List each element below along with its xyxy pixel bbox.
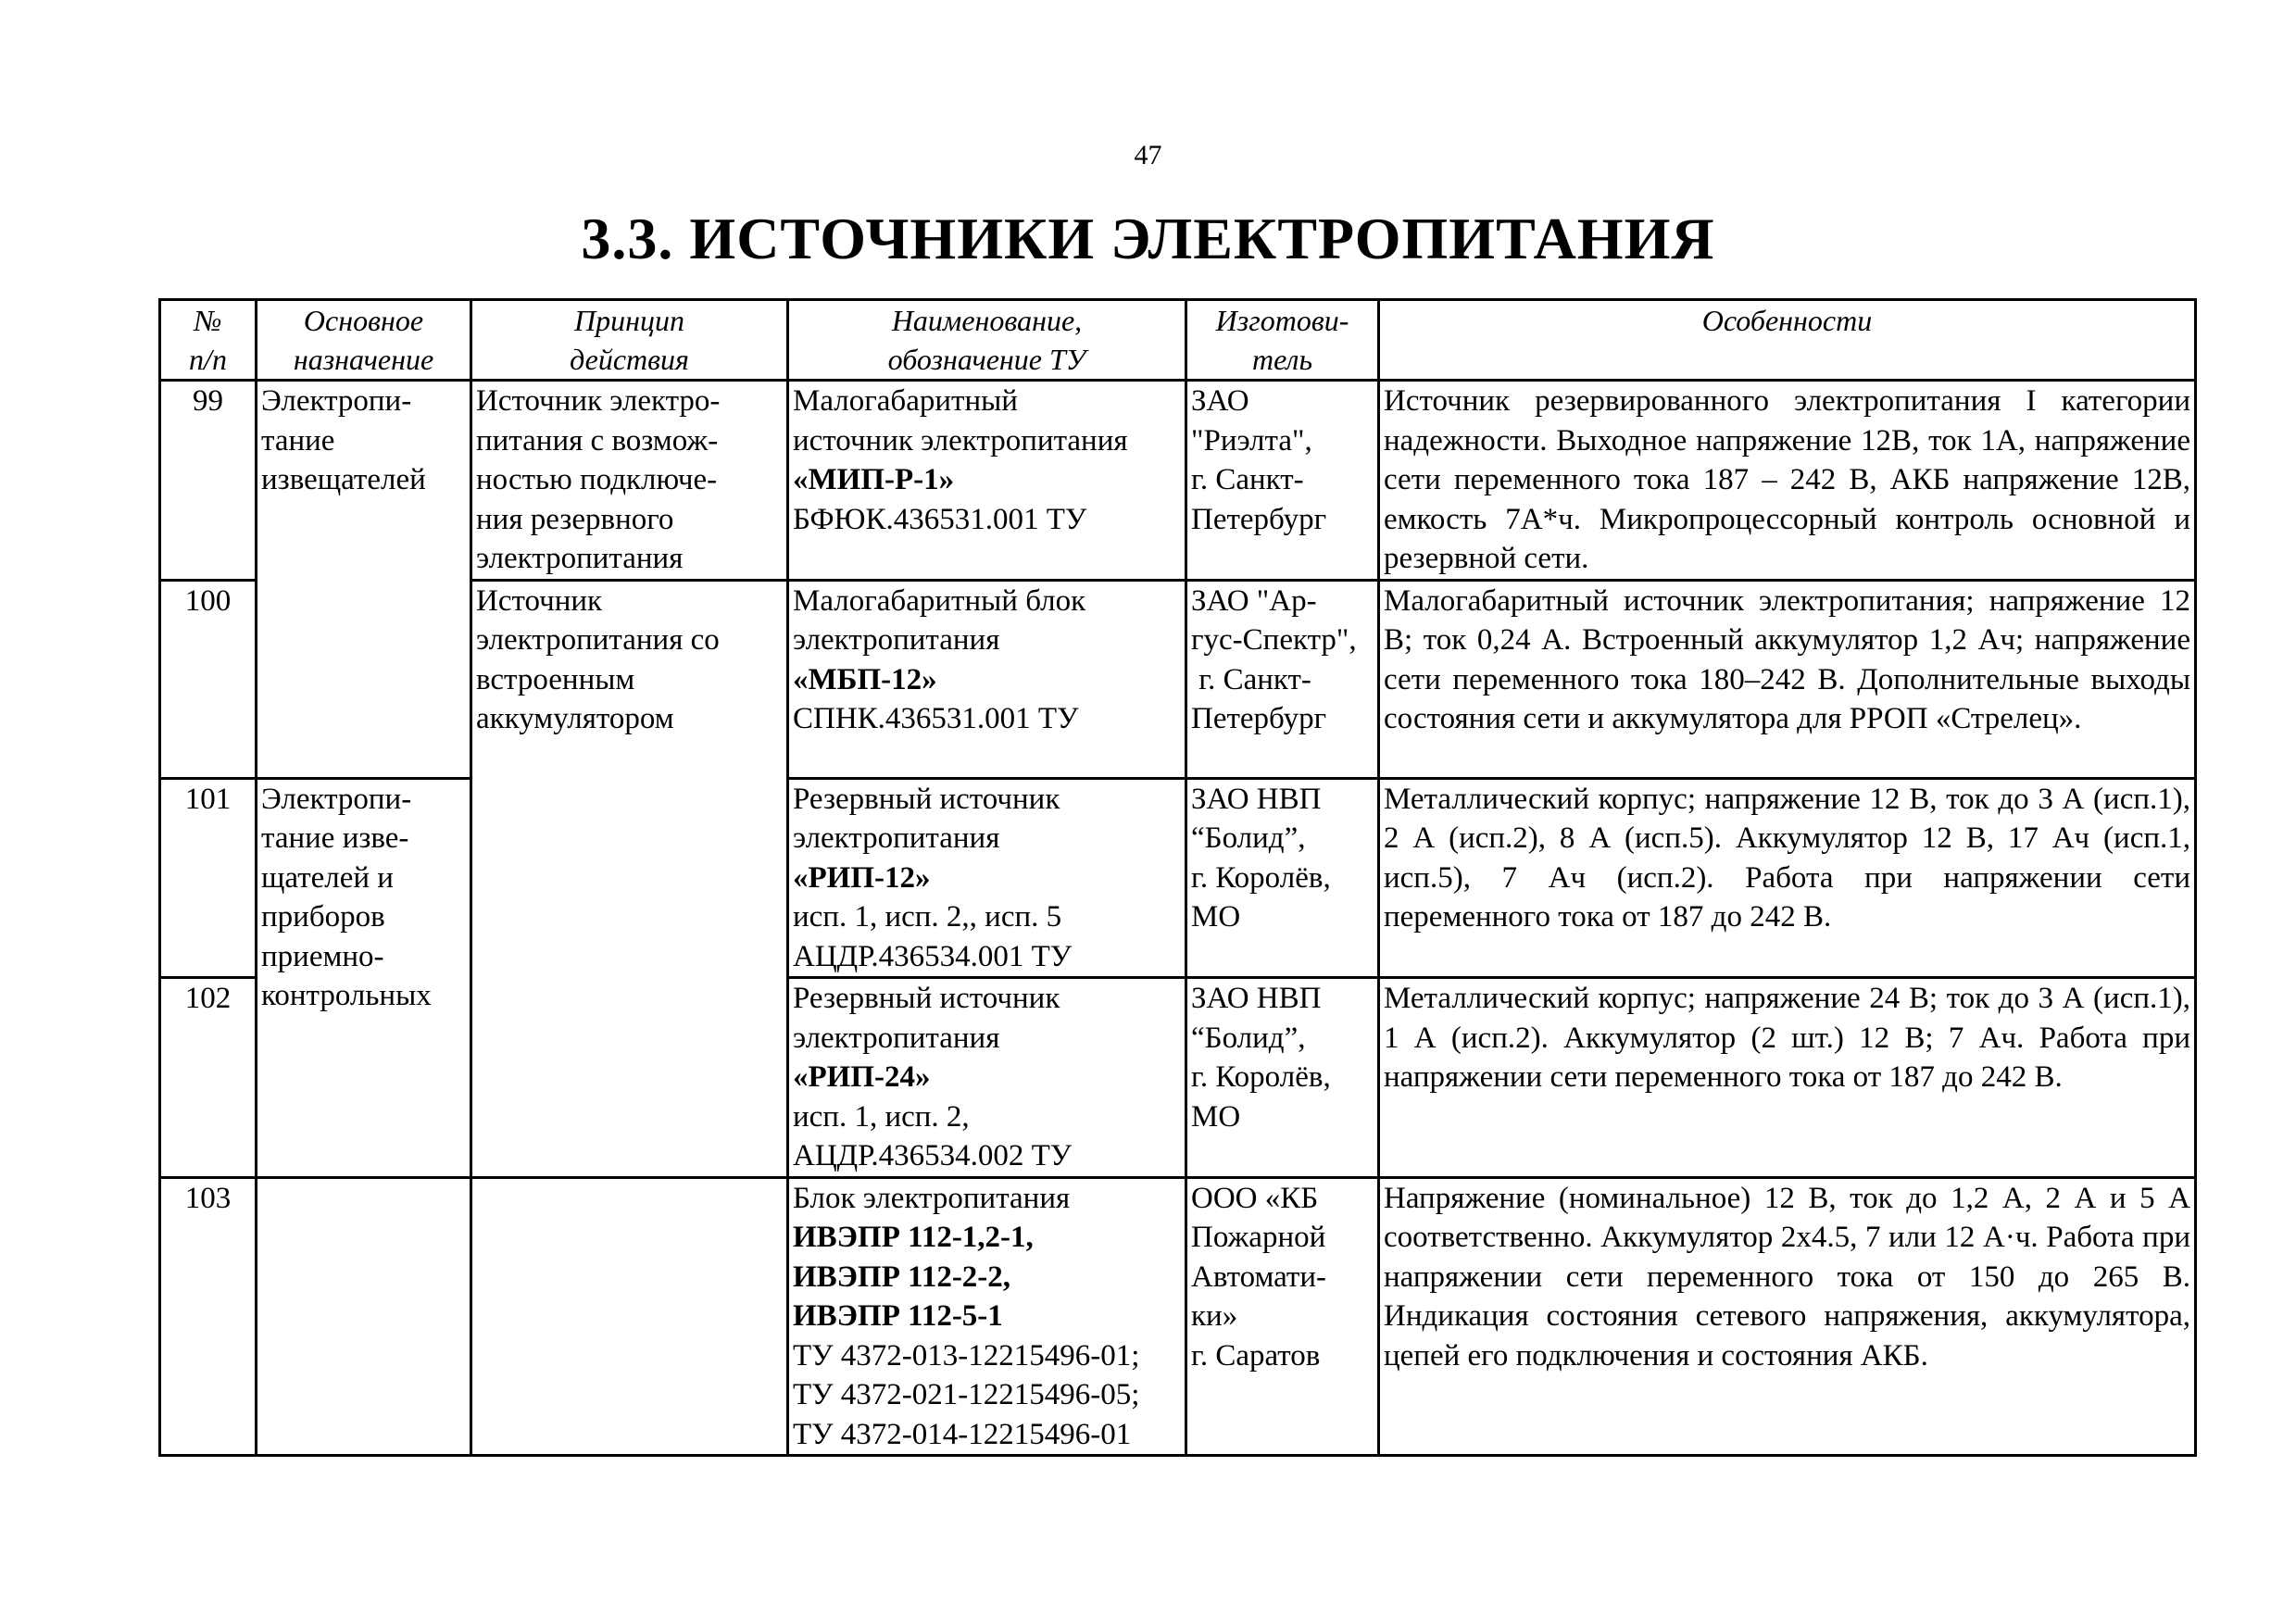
purpose-cell bbox=[257, 1177, 471, 1456]
features-cell: Малогабаритный источник электропитания; напряжение 12 В; ток 0,24 А. Встроенный аккумулятор 1,2 Ач; напряжение сети переменного тока 180–242 В. Дополнительные выходы состояния сети и аккумулятора для РРОП «Стрелец». bbox=[1379, 580, 2196, 778]
row-number: 100 bbox=[160, 580, 257, 778]
model-name: «РИП-12» bbox=[793, 860, 931, 895]
header-maker: Изготови- тель bbox=[1186, 300, 1379, 381]
maker-cell: ЗАО НВП “Болид”, г. Королёв, МО bbox=[1186, 778, 1379, 978]
header-principle: Принцип действия bbox=[471, 300, 788, 381]
table-row bbox=[160, 1177, 2196, 1456]
name-cell: Резервный источник электропитания «РИП-12» исп. 1, исп. 2,, исп. 5 АЦДР.436534.001 ТУ bbox=[788, 778, 1186, 978]
header-name: Наименование, обозначение ТУ bbox=[788, 300, 1186, 381]
maker-cell: ЗАО "Ар- гус-Спектр", г. Санкт- Петербург bbox=[1186, 580, 1379, 778]
principle-cell: Источник электро- питания с возмож- ностью подключе- ния резервного электропитания bbox=[471, 381, 788, 581]
table-row bbox=[160, 778, 2196, 978]
table-header-row bbox=[160, 300, 2196, 381]
page-number: 47 bbox=[1134, 140, 1162, 170]
power-sources-table bbox=[158, 298, 2197, 1457]
row-number: 103 bbox=[160, 1177, 257, 1456]
features-cell: Напряжение (номинальное) 12 В, ток до 1,2 А, 2 А и 5 А соответственно. Аккумулятор 2x4.5, 7 или 12 А·ч. Работа при напряжении сети переменного тока от 150 до 265 В. Индикация состояния сетевого напряжения, аккумулятора, цепей его подключения и состояния АКБ. bbox=[1379, 1177, 2196, 1456]
principle-cell bbox=[471, 1177, 788, 1456]
model-name: ИВЭПР 112-1,2-1, bbox=[793, 1221, 1034, 1254]
table-row bbox=[160, 381, 2196, 581]
header-purpose: Основное назначение bbox=[257, 300, 471, 381]
name-cell: Резервный источник электропитания «РИП-24» исп. 1, исп. 2, АЦДР.436534.002 ТУ bbox=[788, 978, 1186, 1178]
principle-cell: Источник электропитания со встроенным аккумулятором bbox=[471, 580, 788, 1177]
page-title: 3.3. ИСТОЧНИКИ ЭЛЕКТРОПИТАНИЯ bbox=[581, 206, 1715, 271]
name-cell: Малогабаритный источник электропитания «МИП-Р-1» БФЮК.436531.001 ТУ bbox=[788, 381, 1186, 581]
model-name: «МИП-Р-1» bbox=[793, 463, 955, 496]
row-number: 102 bbox=[160, 978, 257, 1178]
features-cell: Металлический корпус; напряжение 12 В, ток до 3 А (исп.1), 2 А (исп.2), 8 А (исп.5). Аккумулятор 12 В, 17 Ач (исп.1, исп.5), 7 Ач (исп.2). Работа при напряжении сети переменного тока от 187 до 242 В. bbox=[1379, 778, 2196, 978]
row-number: 101 bbox=[160, 778, 257, 978]
purpose-cell: Электропи- тание изве- щателей и приборов приемно- контрольных bbox=[257, 778, 471, 1177]
features-cell: Металлический корпус; напряжение 24 В; ток до 3 А (исп.1), 1 А (исп.2). Аккумулятор (2 шт.) 12 В; 7 Ач. Работа при напряжении сети переменного тока от 187 до 242 В. bbox=[1379, 978, 2196, 1178]
model-name: «МБП-12» bbox=[793, 662, 937, 696]
header-features: Особенности bbox=[1379, 300, 2196, 381]
maker-cell: ЗАО НВП “Болид”, г. Королёв, МО bbox=[1186, 978, 1379, 1178]
model-name: ИВЭПР 112-2-2, bbox=[793, 1260, 1011, 1294]
row-number: 99 bbox=[160, 381, 257, 581]
name-cell: Малогабаритный блок электропитания «МБП-12» СПНК.436531.001 ТУ bbox=[788, 580, 1186, 778]
model-name: «РИП-24» bbox=[793, 1060, 931, 1094]
features-cell: Источник резервированного электропитания I категории надежности. Выходное напряжение 12В, ток 1А, напряжение сети переменного тока 187 – 242 В, АКБ напряжение 12В, емкость 7А*ч. Микропроцессорный контроль основной и резервной сети. bbox=[1379, 381, 2196, 581]
model-name: ИВЭПР 112-5-1 bbox=[793, 1299, 1003, 1333]
purpose-cell: Электропи- тание извещателей bbox=[257, 381, 471, 779]
maker-cell: ЗАО "Риэлта", г. Санкт- Петербург bbox=[1186, 381, 1379, 581]
header-num: № п/п bbox=[160, 300, 257, 381]
maker-cell: ООО «КБ Пожарной Автомати- ки» г. Саратов bbox=[1186, 1177, 1379, 1456]
name-cell: Блок электропитания ИВЭПР 112-1,2-1, ИВЭПР 112-2-2, ИВЭПР 112-5-1 ТУ 4372-013-12215496-01; ТУ 4372-021-12215496-05; ТУ 4372-014-12215496-01 bbox=[788, 1177, 1186, 1456]
